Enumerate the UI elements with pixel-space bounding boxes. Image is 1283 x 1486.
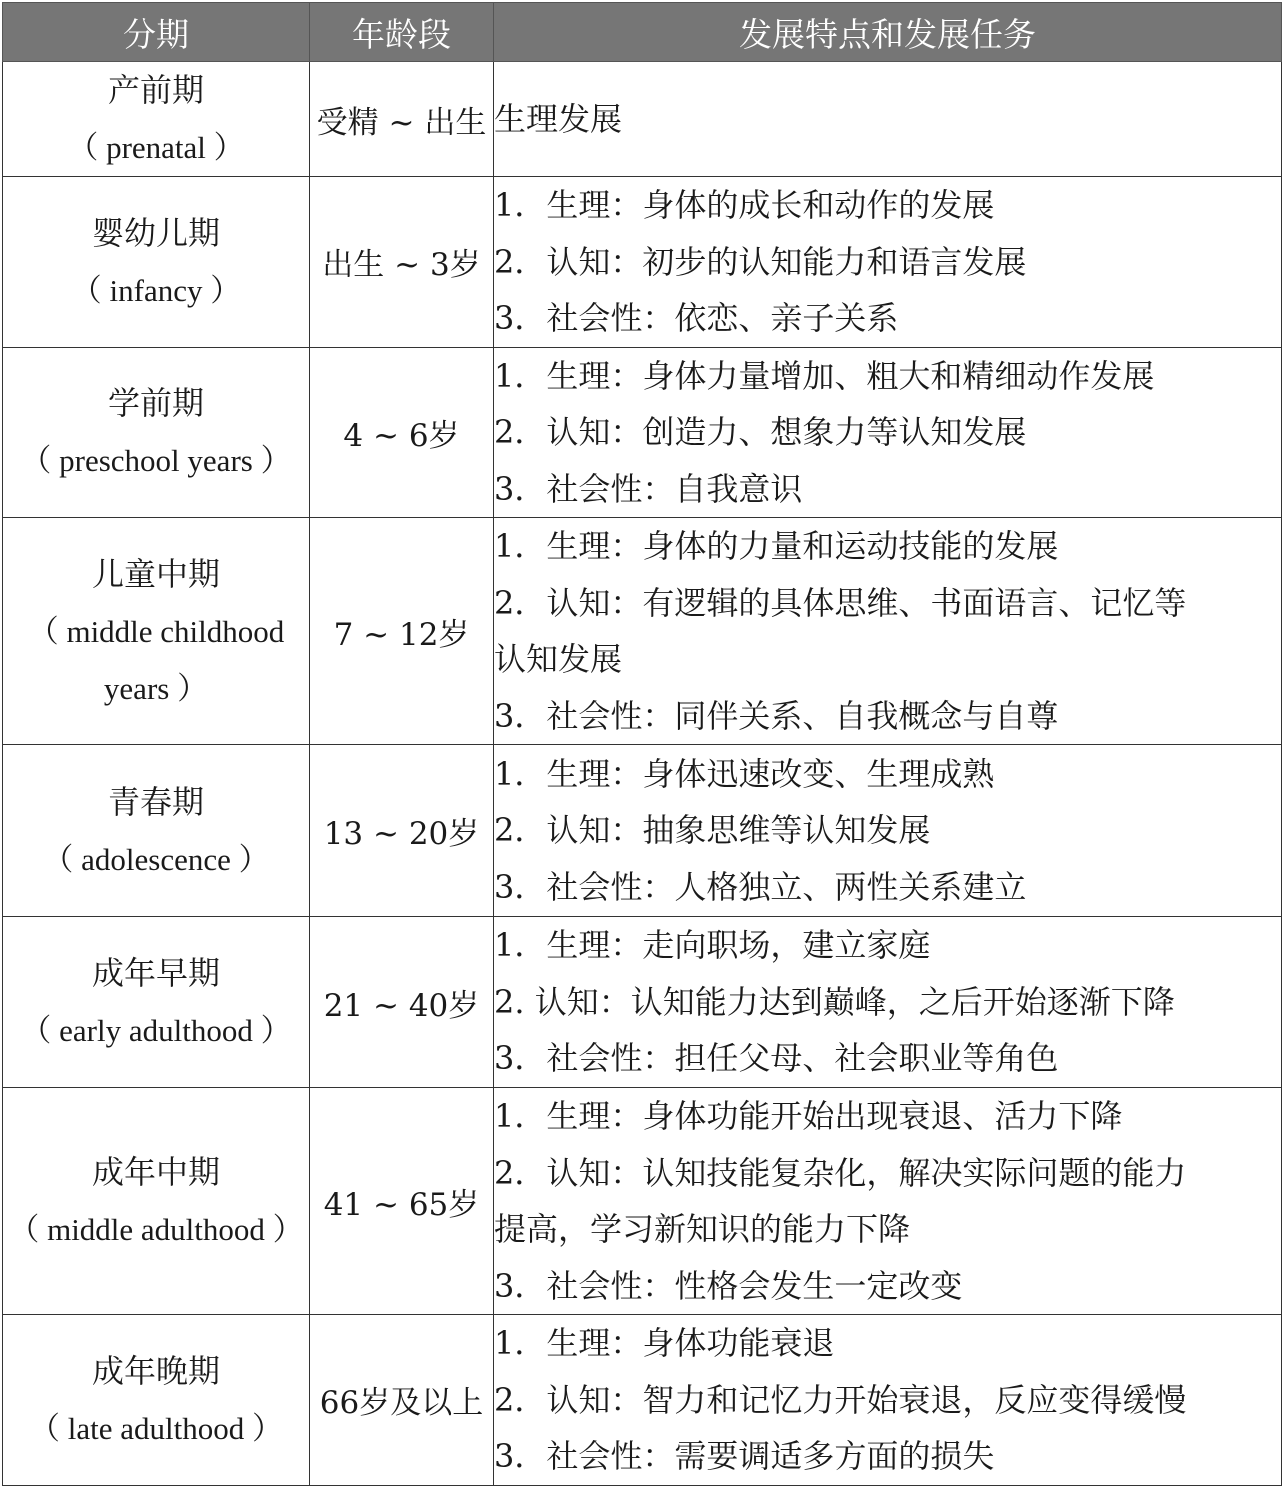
- description-line: 1．生理：走向职场，建立家庭: [494, 926, 931, 965]
- period-chinese-name: 产前期: [107, 71, 204, 109]
- table-row: [3, 1315, 1282, 1486]
- period-chinese-name: 成年晚期: [91, 1351, 220, 1390]
- age-range-cell: 7 ~ 12岁: [310, 518, 494, 745]
- description-cell: [494, 917, 1282, 1088]
- description-cell: [494, 518, 1282, 745]
- period-english-name: （ middle adulthood ）: [8, 1212, 304, 1247]
- description-line: 1．生理：身体的成长和动作的发展: [494, 186, 995, 224]
- age-range-cell: 41 ~ 65岁: [310, 1088, 494, 1315]
- description-cell: [494, 347, 1282, 518]
- description-cell: [494, 1315, 1282, 1486]
- period-cell: [3, 745, 310, 917]
- period-chinese-name: 儿童中期: [91, 554, 220, 593]
- description-line: 3．社会性：需要调适多方面的损失: [494, 1437, 995, 1475]
- period-chinese-name: 成年早期: [91, 954, 220, 992]
- period-english-name: （ adolescence ）: [42, 841, 270, 877]
- period-cell: [3, 917, 310, 1088]
- development-stages-table: [2, 2, 1282, 1486]
- table-row: [3, 917, 1282, 1088]
- table-row: [3, 347, 1282, 518]
- description-line: 生理发展: [494, 99, 623, 138]
- description-line: 3．社会性：自我意识: [494, 469, 803, 508]
- description-line: 2．认知：抽象思维等认知发展: [494, 811, 931, 850]
- description-line: 3．社会性：性格会发生一定改变: [494, 1266, 963, 1305]
- age-range-cell: 13 ~ 20岁: [310, 745, 494, 917]
- period-cell: [3, 62, 310, 177]
- description-line: 3．社会性：人格独立、两性关系建立: [494, 867, 1027, 906]
- table-row: [3, 745, 1282, 917]
- table-row: [3, 177, 1282, 348]
- description-cell: [494, 745, 1282, 917]
- period-english-name: （ prenatal ）: [67, 130, 245, 165]
- age-range-cell: 66岁及以上: [310, 1315, 494, 1486]
- period-cell: [3, 347, 310, 518]
- description-line: 1．生理：身体功能开始出现衰退、活力下降: [494, 1097, 1123, 1135]
- age-range-cell: 21 ~ 40岁: [310, 917, 494, 1088]
- age-range-cell: 出生 ~ 3岁: [310, 177, 494, 348]
- period-english-name: （ late adulthood ）: [29, 1410, 283, 1446]
- period-chinese-name: 婴幼儿期: [91, 213, 220, 252]
- age-range-cell: 受精 ~ 出生: [310, 62, 494, 177]
- description-cell: [494, 1088, 1282, 1315]
- period-cell: [3, 518, 310, 745]
- description-cell: [494, 177, 1282, 348]
- table-row: [3, 1088, 1282, 1315]
- description-line: 2. 认知：认知能力达到巅峰，之后开始逐渐下降: [494, 982, 1175, 1021]
- description-line: 认知发展: [494, 640, 623, 678]
- period-english-name: （ preschool years ）: [20, 443, 292, 479]
- header-period: 分期: [3, 3, 310, 62]
- description-line: 2．认知：创造力、想象力等认知发展: [494, 413, 1027, 451]
- period-english-name: （ infancy ）: [70, 272, 242, 308]
- header-description: 发展特点和发展任务: [494, 3, 1282, 62]
- description-line: 3．社会性：担任父母、社会职业等角色: [494, 1039, 1059, 1078]
- description-line: 3．社会性：同伴关系、自我概念与自尊: [494, 696, 1059, 735]
- description-line: 2．认知：初步的认知能力和语言发展: [494, 242, 1027, 281]
- description-line: 2．认知：智力和记忆力开始衰退，反应变得缓慢: [494, 1380, 1187, 1419]
- header-row: [3, 3, 1282, 62]
- description-line: 1．生理：身体的力量和运动技能的发展: [494, 527, 1059, 565]
- period-english-name: （ middle childhood: [27, 613, 285, 649]
- description-line: 提高，学习新知识的能力下降: [494, 1210, 911, 1248]
- period-chinese-name: 青春期: [107, 782, 204, 821]
- description-line: 2．认知：有逻辑的具体思维、书面语言、记忆等: [494, 583, 1187, 622]
- period-english-name: years ）: [103, 670, 209, 706]
- description-line: 2．认知：认知技能复杂化，解决实际问题的能力: [494, 1153, 1187, 1192]
- period-cell: [3, 1088, 310, 1315]
- header-age: 年龄段: [310, 3, 494, 62]
- period-cell: [3, 177, 310, 348]
- description-line: 3．社会性：依恋、亲子关系: [494, 299, 899, 337]
- description-line: 1．生理：身体功能衰退: [494, 1324, 835, 1362]
- description-cell: [494, 62, 1282, 177]
- description-line: 1．生理：身体力量增加、粗大和精细动作发展: [494, 356, 1155, 395]
- table-row: [3, 518, 1282, 745]
- table-row: [3, 62, 1282, 177]
- period-chinese-name: 成年中期: [91, 1153, 220, 1191]
- period-cell: [3, 1315, 310, 1486]
- period-chinese-name: 学前期: [107, 384, 204, 423]
- period-english-name: （ early adulthood ）: [20, 1013, 292, 1048]
- description-line: 1．生理：身体迅速改变、生理成熟: [494, 754, 995, 793]
- age-range-cell: 4 ~ 6岁: [310, 347, 494, 518]
